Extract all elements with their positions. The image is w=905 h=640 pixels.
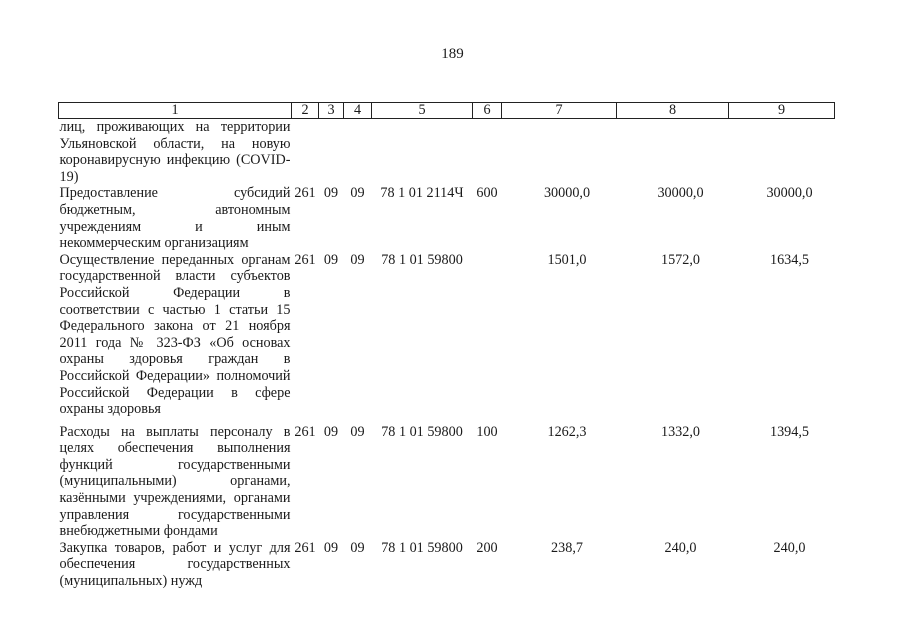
row-amount-col7: 30000,0 bbox=[543, 185, 591, 202]
row-target-article: 78 1 01 59800 bbox=[381, 423, 463, 440]
row-expense-type: 200 bbox=[476, 539, 498, 556]
header-col-6: 6 bbox=[473, 103, 502, 119]
row-amount-col9: 1634,5 bbox=[769, 251, 809, 268]
row-amount-col7: 238,7 bbox=[551, 539, 583, 556]
row-description: Расходы на выплаты персоналу в целях обеспечения выполнения функций государственными (муниципальными) органами, казёнными учреждениями, органами управления государственными внебюджетными фондами bbox=[59, 423, 291, 540]
row-subsection-code: 09 bbox=[350, 539, 365, 556]
header-col-7: 7 bbox=[502, 103, 617, 119]
table-row bbox=[59, 119, 835, 186]
row-amount-col8: 1572,0 bbox=[660, 251, 700, 268]
header-col-5: 5 bbox=[372, 103, 473, 119]
table-row bbox=[59, 540, 835, 590]
row-expense-type bbox=[473, 119, 502, 186]
row-ministry-code: 261 bbox=[294, 185, 316, 202]
table-header bbox=[59, 103, 835, 119]
row-ministry-code: 261 bbox=[294, 251, 316, 268]
row-target-article: 78 1 01 59800 bbox=[381, 539, 463, 556]
row-subsection-code: 09 bbox=[350, 185, 365, 202]
row-amount-col8: 30000,0 bbox=[657, 185, 704, 202]
row-section-code bbox=[319, 119, 344, 186]
row-section-code: 09 bbox=[323, 423, 339, 440]
row-ministry-code: 261 bbox=[294, 539, 316, 556]
row-amount-col9: 240,0 bbox=[773, 539, 806, 556]
row-ministry-code: 261 bbox=[294, 423, 316, 440]
row-expense-type bbox=[473, 252, 502, 424]
row-target-article: 78 1 01 59800 bbox=[381, 251, 463, 268]
row-subsection-code: 09 bbox=[350, 423, 365, 440]
row-expense-type: 100 bbox=[476, 423, 498, 440]
row-section-code: 09 bbox=[323, 539, 339, 556]
row-description: Предоставление субсидий бюджетным, автономным учреждениям и иным некоммерческим организациям bbox=[59, 185, 291, 252]
table-row bbox=[59, 424, 835, 540]
row-target-article bbox=[372, 119, 473, 186]
row-amount-col9: 1394,5 bbox=[769, 423, 809, 440]
row-amount-col8: 240,0 bbox=[664, 539, 697, 556]
row-ministry-code bbox=[292, 119, 319, 186]
row-amount-col8: 1332,0 bbox=[660, 423, 700, 440]
row-amount-col7: 1262,3 bbox=[547, 423, 587, 440]
header-col-8: 8 bbox=[617, 103, 729, 119]
header-col-1: 1 bbox=[59, 103, 292, 119]
row-description: Закупка товаров, работ и услуг для обеспечения государственных (муниципальных) нужд bbox=[59, 539, 291, 590]
row-section-code: 09 bbox=[323, 251, 339, 268]
row-section-code: 09 bbox=[323, 185, 339, 202]
row-target-article: 78 1 01 2114Ч bbox=[380, 185, 464, 202]
header-col-4: 4 bbox=[344, 103, 372, 119]
row-amount-col9: 30000,0 bbox=[766, 185, 813, 202]
row-description: Осуществление переданных органам государственной власти субъектов Российской Федерации в соответствии с частью 1 статьи 15 Федерального закона от 21 ноября 2011 года № 323-ФЗ «Об основах охраны здоровья граждан в Российской Федерации» полномочий Российской Федерации в сфере охраны здоровья bbox=[59, 251, 291, 418]
page-number: 189 bbox=[441, 46, 464, 62]
row-expense-type: 600 bbox=[476, 185, 498, 202]
header-col-2: 2 bbox=[292, 103, 319, 119]
row-subsection-code: 09 bbox=[350, 251, 365, 268]
table-row bbox=[59, 252, 835, 424]
row-amount-col7: 1501,0 bbox=[547, 251, 587, 268]
header-col-9: 9 bbox=[729, 103, 835, 119]
row-subsection-code bbox=[344, 119, 372, 186]
row-description: лиц, проживающих на территории Ульяновской области, на новую коронавирусную инфекцию (COVID-19) bbox=[59, 119, 291, 185]
table-row bbox=[59, 185, 835, 251]
header-col-3: 3 bbox=[319, 103, 344, 119]
budget-table bbox=[58, 102, 835, 590]
